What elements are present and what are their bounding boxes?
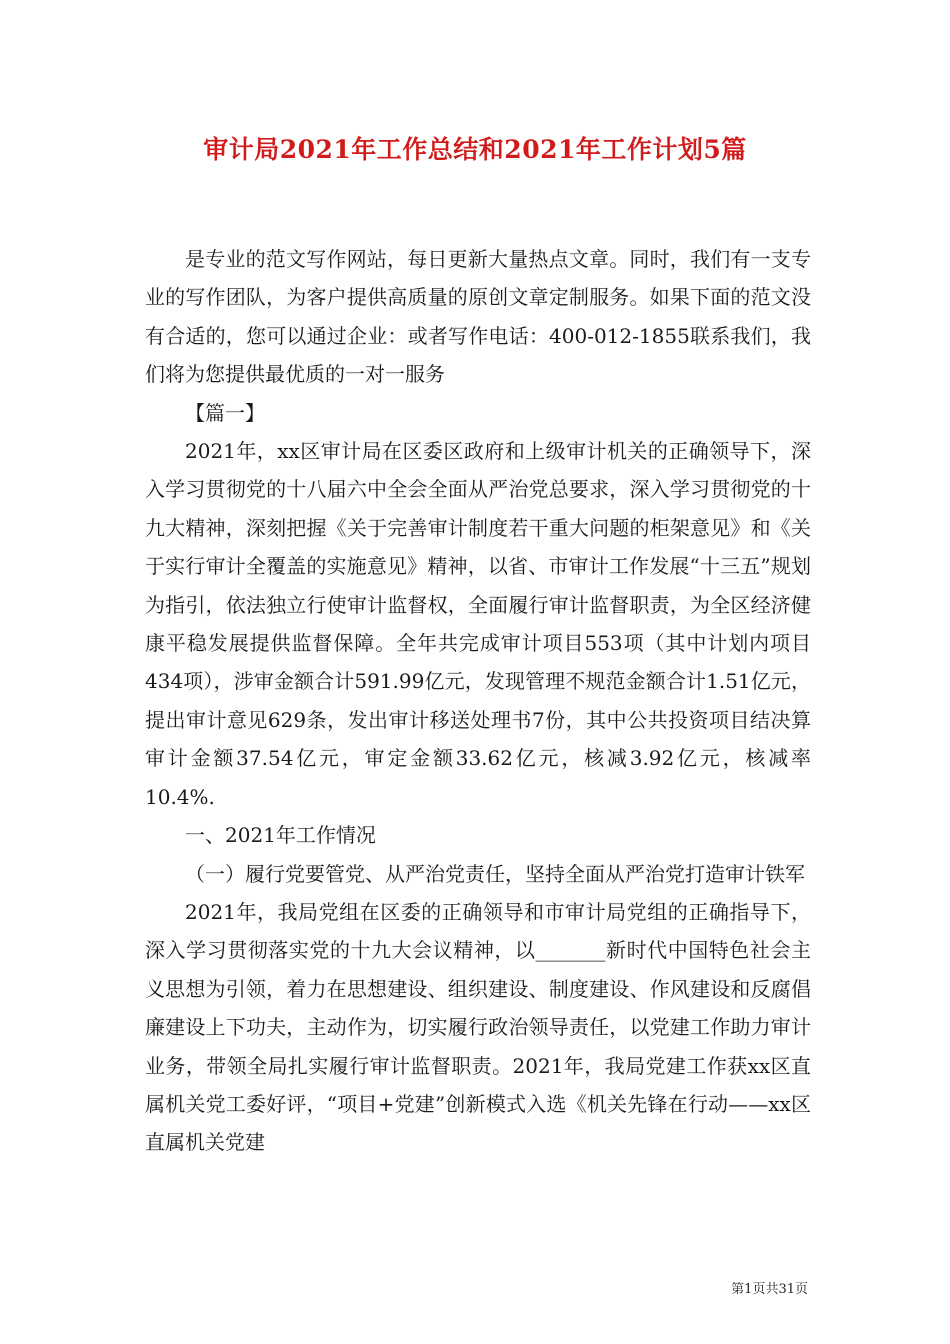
page-number: 第1页共31页	[731, 1282, 808, 1297]
section-label: 【篇一】	[185, 400, 265, 425]
body-paragraph: 2021年，xx区审计局在区委区政府和上级审计机关的正确领导下，深入学习贯彻党的十八届六中全会全面从严治党总要求，深入学习贯彻党的十九大精神，深刻把握《关于完善审计制度若干重大问题的柜架意见》和《关于实行审计全覆盖的实施意见》精神，以省、市审计工作发展“十三五”规划为指引，依法独立行使审计监督权，全面履行审计监督职责，为全区经济健康平稳发展提供监督保障。全年共完成审计项目553项（其中计划内项目434项），涉审金额合计591.99亿元，发现管理不规范金额合计1.51亿元，提出审计意见629条，发出审计移送处理书7份，其中公共投资项目结决算审计金额37.54亿元，审定金额33.62亿元，核减3.92亿元，核减率10.4%.	[145, 439, 811, 809]
document-body	[145, 240, 811, 1162]
intro-paragraph: 是专业的范文写作网站，每日更新大量热点文章。同时，我们有一支专业的写作团队，为客户提供高质量的原创文章定制服务。如果下面的范文没有合适的，您可以通过企业：或者写作电话：400-012-1855联系我们，我们将为您提供最优质的一对一服务	[145, 247, 811, 387]
subsection-heading: （一）履行党要管党、从严治党责任，坚持全面从严治党打造审计铁军	[185, 861, 805, 886]
body-paragraph: 2021年，我局党组在区委的正确领导和市审计局党组的正确指导下，深入学习贯彻落实党的十九大会议精神，以_______新时代中国特色社会主义思想为引领，着力在思想建设、组织建设、制度建设、作风建设和反腐倡廉建设上下功夫，主动作为，切实履行政治领导责任，以党建工作助力审计业务，带领全局扎实履行审计监督职责。2021年，我局党建工作获xx区直属机关党工委好评，“项目+党建”创新模式入选《机关先锋在行动——xx区直属机关党建	[145, 899, 811, 1155]
document-title: 审计局2021年工作总结和2021年工作计划5篇	[203, 135, 747, 164]
section-heading: 一、2021年工作情况	[185, 823, 376, 848]
